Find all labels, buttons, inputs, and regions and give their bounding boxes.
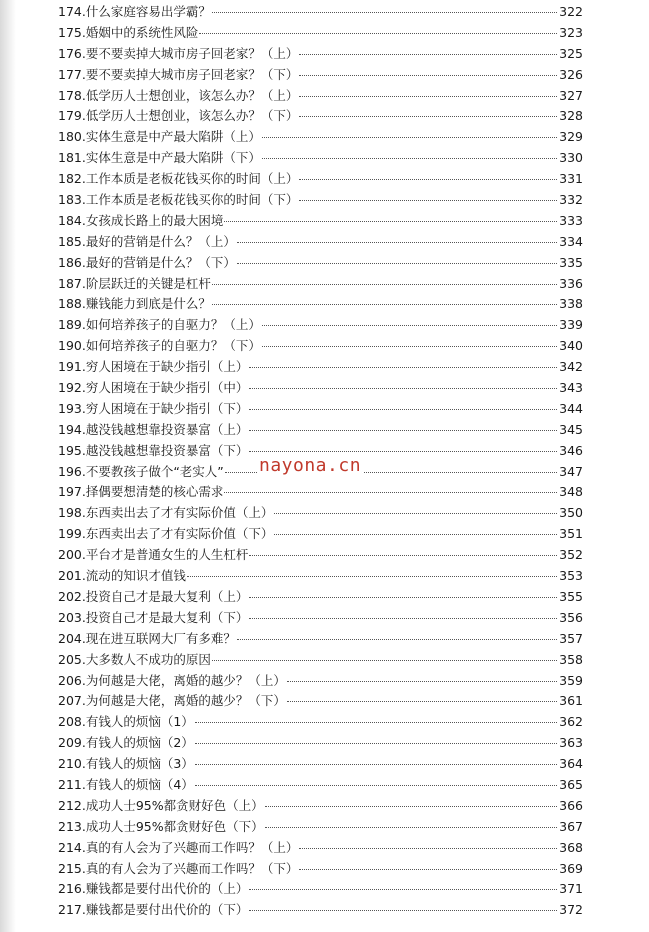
toc-dot-leader bbox=[249, 430, 557, 431]
toc-entry-title: 196.不要教孩子做个“老实人” bbox=[58, 463, 224, 479]
toc-entry-page-number: 329 bbox=[559, 129, 583, 145]
toc-entry-page-number: 355 bbox=[559, 588, 583, 604]
toc-entry-page-number: 359 bbox=[559, 672, 583, 688]
toc-entry-title: 215.真的有人会为了兴趣而工作吗？（下） bbox=[58, 860, 299, 876]
toc-entry-page-number: 351 bbox=[559, 526, 583, 542]
toc-entry-title: 204.现在进互联网大厂有多难？ bbox=[58, 630, 236, 646]
toc-entry-title: 213.成功人士95%都贪财好色（下） bbox=[58, 818, 264, 834]
toc-entry-title: 187.阶层跃迁的关键是杠杆 bbox=[58, 275, 211, 291]
toc-entry[interactable] bbox=[58, 754, 583, 775]
toc-entry-title: 198.东西卖出去了才有实际价值（上） bbox=[58, 505, 274, 521]
toc-entry-title: 180.实体生意是中产最大陷阱（上） bbox=[58, 129, 261, 145]
toc-entry[interactable] bbox=[58, 253, 583, 274]
toc-entry-page-number: 330 bbox=[559, 150, 583, 166]
toc-dot-leader bbox=[299, 54, 557, 55]
toc-entry-page-number: 328 bbox=[559, 108, 583, 124]
toc-entry-page-number: 345 bbox=[559, 421, 583, 437]
toc-entry-page-number: 325 bbox=[559, 45, 583, 61]
toc-entry-title: 192.穷人困境在于缺少指引（中） bbox=[58, 380, 249, 396]
toc-entry-title: 201.流动的知识才值钱 bbox=[58, 568, 186, 584]
toc-entry-page-number: 363 bbox=[559, 735, 583, 751]
toc-entry-title: 186.最好的营销是什么？（下） bbox=[58, 254, 236, 270]
toc-entry[interactable] bbox=[58, 671, 583, 692]
toc-entry[interactable] bbox=[58, 211, 583, 232]
toc-entry-page-number: 338 bbox=[559, 296, 583, 312]
toc-entry-title: 217.赚钱都是要付出代价的（下） bbox=[58, 902, 249, 918]
toc-dot-leader bbox=[262, 137, 557, 138]
toc-entry[interactable] bbox=[58, 775, 583, 796]
toc-dot-leader bbox=[212, 12, 557, 13]
toc-entry-page-number: 365 bbox=[559, 776, 583, 792]
toc-entry-title: 208.有钱人的烦恼（1） bbox=[58, 714, 194, 730]
toc-dot-leader bbox=[249, 388, 557, 389]
toc-dot-leader bbox=[249, 367, 557, 368]
toc-dot-leader bbox=[299, 116, 557, 117]
toc-entry-page-number: 342 bbox=[559, 359, 583, 375]
toc-dot-leader bbox=[274, 513, 557, 514]
toc-entry-title: 184.女孩成长路上的最大困境 bbox=[58, 212, 224, 228]
toc-entry-page-number: 372 bbox=[559, 902, 583, 918]
toc-entry[interactable] bbox=[58, 44, 583, 65]
toc-entry-title: 209.有钱人的烦恼（2） bbox=[58, 735, 194, 751]
toc-entry-title: 195.越没钱越想靠投资暴富（下） bbox=[58, 442, 249, 458]
toc-entry[interactable] bbox=[58, 294, 583, 315]
toc-entry-page-number: 347 bbox=[559, 463, 583, 479]
toc-entry-title: 190.如何培养孩子的自驱力？（下） bbox=[58, 338, 261, 354]
toc-entry[interactable] bbox=[58, 315, 583, 336]
toc-entry[interactable] bbox=[58, 399, 583, 420]
toc-entry-title: 178.低学历人士想创业，该怎么办？（上） bbox=[58, 87, 299, 103]
toc-entry-page-number: 371 bbox=[559, 881, 583, 897]
toc-entry[interactable] bbox=[58, 357, 583, 378]
toc-entry[interactable] bbox=[58, 420, 583, 441]
toc-dot-leader bbox=[299, 869, 557, 870]
toc-dot-leader bbox=[299, 848, 557, 849]
toc-dot-leader bbox=[195, 764, 557, 765]
toc-dot-leader bbox=[265, 806, 558, 807]
toc-entry-title: 191.穷人困境在于缺少指引（上） bbox=[58, 359, 249, 375]
toc-dot-leader bbox=[299, 179, 557, 180]
toc-entry[interactable] bbox=[58, 650, 583, 671]
toc-entry-title: 207.为何越是大佬，离婚的越少？（下） bbox=[58, 693, 286, 709]
toc-entry-page-number: 334 bbox=[559, 233, 583, 249]
toc-entry-page-number: 333 bbox=[559, 212, 583, 228]
toc-entry-page-number: 327 bbox=[559, 87, 583, 103]
toc-dot-leader bbox=[249, 910, 557, 911]
toc-dot-leader bbox=[237, 242, 557, 243]
toc-entry-title: 200.平台才是普通女生的人生杠杆 bbox=[58, 547, 249, 563]
toc-entry-page-number: 335 bbox=[559, 254, 583, 270]
toc-entry-title: 216.赚钱都是要付出代价的（上） bbox=[58, 881, 249, 897]
toc-dot-leader bbox=[212, 660, 557, 661]
toc-entry[interactable] bbox=[58, 378, 583, 399]
toc-dot-leader bbox=[224, 492, 557, 493]
toc-entry-page-number: 368 bbox=[559, 839, 583, 855]
toc-dot-leader bbox=[249, 597, 557, 598]
toc-entry[interactable] bbox=[58, 879, 583, 900]
toc-entry-page-number: 346 bbox=[559, 442, 583, 458]
toc-dot-leader bbox=[299, 96, 557, 97]
toc-dot-leader bbox=[195, 722, 557, 723]
toc-entry-title: 182.工作本质是老板花钱买你的时间（上） bbox=[58, 171, 299, 187]
toc-dot-leader bbox=[212, 284, 557, 285]
toc-entry-title: 179.低学历人士想创业，该怎么办？（下） bbox=[58, 108, 299, 124]
toc-entry-title: 211.有钱人的烦恼（4） bbox=[58, 776, 194, 792]
toc-entry-page-number: 340 bbox=[559, 338, 583, 354]
toc-entry[interactable] bbox=[58, 733, 583, 754]
toc-entry[interactable] bbox=[58, 503, 583, 524]
toc-entry[interactable] bbox=[58, 608, 583, 629]
page-edge-shadow bbox=[0, 0, 16, 932]
toc-entry-page-number: 326 bbox=[559, 66, 583, 82]
toc-entry-title: 199.东西卖出去了才有实际价值（下） bbox=[58, 526, 274, 542]
toc-dot-leader bbox=[249, 618, 557, 619]
toc-entry-title: 188.赚钱能力到底是什么？ bbox=[58, 296, 211, 312]
toc-entry[interactable] bbox=[58, 482, 583, 503]
toc-entry-page-number: 344 bbox=[559, 400, 583, 416]
toc-dot-leader bbox=[262, 158, 557, 159]
toc-entry[interactable] bbox=[58, 838, 583, 859]
toc-entry[interactable] bbox=[58, 190, 583, 211]
toc-entry[interactable] bbox=[58, 86, 583, 107]
toc-entry[interactable] bbox=[58, 148, 583, 169]
toc-entry-page-number: 348 bbox=[559, 484, 583, 500]
toc-entry-page-number: 361 bbox=[559, 693, 583, 709]
toc-entry-title: 206.为何越是大佬，离婚的越少？（上） bbox=[58, 672, 286, 688]
toc-entry[interactable] bbox=[58, 336, 583, 357]
toc-entry-title: 212.成功人士95%都贪财好色（上） bbox=[58, 797, 264, 813]
toc-dot-leader bbox=[237, 263, 557, 264]
toc-dot-leader bbox=[265, 827, 558, 828]
toc-entry[interactable] bbox=[58, 127, 583, 148]
toc-entry[interactable] bbox=[58, 65, 583, 86]
toc-entry-title: 214.真的有人会为了兴趣而工作吗？（上） bbox=[58, 839, 299, 855]
toc-entry[interactable] bbox=[58, 169, 583, 190]
toc-entry[interactable] bbox=[58, 859, 583, 880]
toc-dot-leader bbox=[287, 681, 557, 682]
toc-entry-title: 202.投资自己才是最大复利（上） bbox=[58, 588, 249, 604]
watermark-text: nayona.cn bbox=[259, 455, 362, 476]
toc-entry[interactable] bbox=[58, 712, 583, 733]
toc-entry-title: 174.什么家庭容易出学霸？ bbox=[58, 4, 211, 19]
toc-dot-leader bbox=[249, 409, 557, 410]
toc-entry[interactable] bbox=[58, 691, 583, 712]
toc-dot-leader bbox=[199, 33, 557, 34]
toc-entry[interactable] bbox=[58, 796, 583, 817]
toc-entry-page-number: 352 bbox=[559, 547, 583, 563]
toc-dot-leader bbox=[262, 325, 557, 326]
toc-entry-page-number: 323 bbox=[559, 24, 583, 40]
toc-entry-page-number: 336 bbox=[559, 275, 583, 291]
toc-entry-page-number: 339 bbox=[559, 317, 583, 333]
toc-dot-leader bbox=[249, 555, 557, 556]
toc-entry[interactable] bbox=[58, 566, 583, 587]
toc-entry-title: 205.大多数人不成功的原因 bbox=[58, 651, 211, 667]
toc-dot-leader bbox=[274, 534, 557, 535]
toc-dot-leader bbox=[195, 785, 557, 786]
toc-entry-page-number: 322 bbox=[559, 4, 583, 19]
toc-entry-title: 197.择偶要想清楚的核心需求 bbox=[58, 484, 224, 500]
toc-entry-title: 177.要不要卖掉大城市房子回老家？（下） bbox=[58, 66, 299, 82]
toc-entry-page-number: 353 bbox=[559, 568, 583, 584]
toc-dot-leader bbox=[249, 451, 557, 452]
toc-entry-page-number: 362 bbox=[559, 714, 583, 730]
toc-entry-page-number: 331 bbox=[559, 171, 583, 187]
toc-dot-leader bbox=[249, 889, 557, 890]
toc-entry-page-number: 366 bbox=[559, 797, 583, 813]
toc-entry-title: 175.婚姻中的系统性风险 bbox=[58, 24, 199, 40]
toc-entry[interactable] bbox=[58, 900, 583, 921]
toc-entry-title: 193.穷人困境在于缺少指引（下） bbox=[58, 400, 249, 416]
toc-entry[interactable] bbox=[58, 524, 583, 545]
toc-entry[interactable] bbox=[58, 23, 583, 44]
toc-entry[interactable] bbox=[58, 629, 583, 650]
toc-entry[interactable] bbox=[58, 817, 583, 838]
toc-entry[interactable] bbox=[58, 274, 583, 295]
toc-entry-page-number: 350 bbox=[559, 505, 583, 521]
toc-entry-title: 189.如何培养孩子的自驱力？（上） bbox=[58, 317, 261, 333]
toc-dot-leader bbox=[195, 743, 557, 744]
toc-entry-page-number: 356 bbox=[559, 609, 583, 625]
toc-entry-title: 181.实体生意是中产最大陷阱（下） bbox=[58, 150, 261, 166]
toc-entry-title: 185.最好的营销是什么？（上） bbox=[58, 233, 236, 249]
toc-entry[interactable] bbox=[58, 232, 583, 253]
toc-entry[interactable] bbox=[58, 2, 583, 23]
toc-entry-page-number: 357 bbox=[559, 630, 583, 646]
toc-dot-leader bbox=[299, 75, 557, 76]
toc-entry-title: 210.有钱人的烦恼（3） bbox=[58, 756, 194, 772]
toc-entry-page-number: 358 bbox=[559, 651, 583, 667]
toc-dot-leader bbox=[299, 200, 557, 201]
toc-entry[interactable] bbox=[58, 106, 583, 127]
toc-entry-page-number: 343 bbox=[559, 380, 583, 396]
toc-dot-leader bbox=[224, 221, 557, 222]
toc-entry-page-number: 369 bbox=[559, 860, 583, 876]
toc-dot-leader bbox=[237, 639, 557, 640]
toc-dot-leader bbox=[287, 701, 557, 702]
toc-entry[interactable] bbox=[58, 587, 583, 608]
toc-dot-leader bbox=[187, 576, 557, 577]
toc-entry-page-number: 367 bbox=[559, 818, 583, 834]
toc-entry-page-number: 364 bbox=[559, 756, 583, 772]
toc-dot-leader bbox=[262, 346, 557, 347]
toc-entry-title: 203.投资自己才是最大复利（下） bbox=[58, 609, 249, 625]
toc-entry[interactable] bbox=[58, 545, 583, 566]
toc-entry-title: 194.越没钱越想靠投资暴富（上） bbox=[58, 421, 249, 437]
toc-entry-page-number: 332 bbox=[559, 192, 583, 208]
toc-dot-leader bbox=[212, 304, 557, 305]
toc-entry-title: 176.要不要卖掉大城市房子回老家？（上） bbox=[58, 45, 299, 61]
toc-entry-title: 183.工作本质是老板花钱买你的时间（下） bbox=[58, 192, 299, 208]
